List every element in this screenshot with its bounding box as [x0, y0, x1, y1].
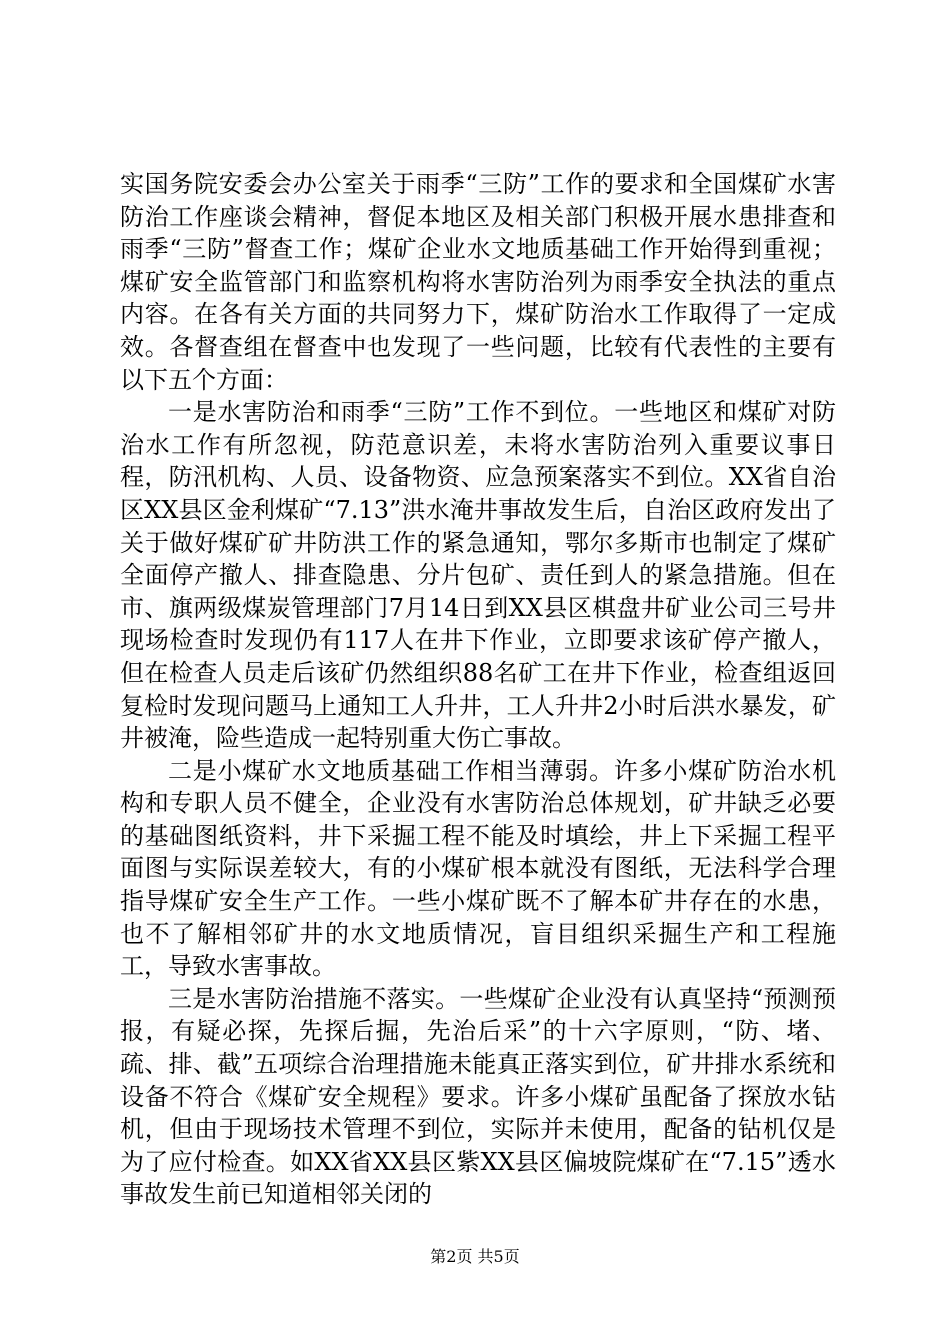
paragraph-point-one: 一是水害防治和雨季“三防”工作不到位。一些地区和煤矿对防治水工作有所忽视，防范意识差，未将水害防治列入重要议事日程，防汛机构、人员、设备物资、应急预案落实不到位。XX省自治区XX县区金利煤矿“7.13”洪水淹井事故发生后，自治区政府发出了关于做好煤矿矿井防洪工作的紧急通知，鄂尔多斯市也制定了煤矿全面停产撤人、排查隐患、分片包矿、责任到人的紧急措施。但在市、旗两级煤炭管理部门7月14日到XX县区棋盘井矿业公司三号井现场检查时发现仍有117人在井下作业，立即要求该矿停产撤人，但在检查人员走后该矿仍然组织88名矿工在井下作业，检查组返回复检时发现问题马上通知工人升井，工人升井2小时后洪水暴发，矿井被淹，险些造成一起特别重大伤亡事故。: [120, 398, 836, 753]
page-number-footer: 第2页 共5页: [430, 1247, 520, 1266]
paragraph-continuation: 实国务院安委会办公室关于雨季“三防”工作的要求和全国煤矿水害防治工作座谈会精神，督促本地区及相关部门积极开展水患排查和雨季“三防”督查工作；煤矿企业水文地质基础工作开始得到重视；煤矿安全监管部门和监察机构将水害防治列为雨季安全执法的重点内容。在各有关方面的共同努力下，煤矿防治水工作取得了一定成效。各督查组在督查中也发现了一些问题，比较有代表性的主要有以下五个方面：: [120, 170, 836, 394]
paragraph-point-three: 三是水害防治措施不落实。一些煤矿企业没有认真坚持“预测预报，有疑必探，先探后掘，先治后采”的十六字原则，“防、堵、疏、排、截”五项综合治理措施未能真正落实到位，矿井排水系统和设备不符合《煤矿安全规程》要求。许多小煤矿虽配备了探放水钻机，但由于现场技术管理不到位，实际并未使用，配备的钻机仅是为了应付检查。如XX省XX县区紫XX县区偏坡院煤矿在“7.15”透水事故发生前已知道相邻关闭的: [120, 984, 836, 1209]
paragraph-point-two: 二是小煤矿水文地质基础工作相当薄弱。许多小煤矿防治水机构和专职人员不健全，企业没有水害防治总体规划，矿井缺乏必要的基础图纸资料，井下采掘工程不能及时填绘，井上下采掘工程平面图与实际误差较大，有的小煤矿根本就没有图纸，无法科学合理指导煤矿安全生产工作。一些小煤矿既不了解本矿井存在的水患，也不了解相邻矿井的水文地质情况，盲目组织采掘生产和工程施工，导致水害事故。: [120, 756, 836, 981]
document-body: [120, 168, 836, 1211]
